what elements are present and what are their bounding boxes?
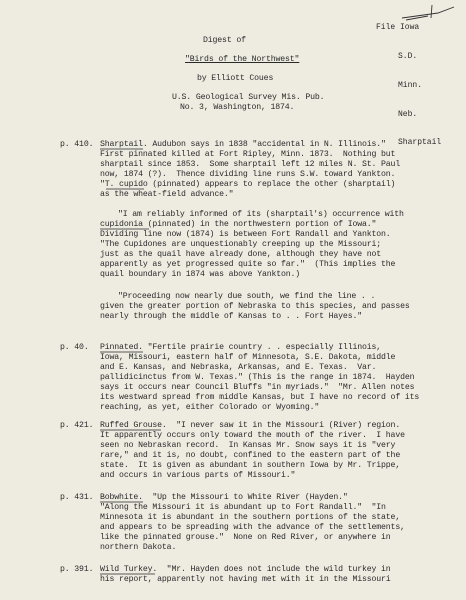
header-publisher: U.S. Geological Survey Mis. Pub. xyxy=(172,93,325,102)
entry-line: Iowa, Missouri, eastern half of Minnesota, S.E. Dakota, middle xyxy=(100,353,396,362)
entry-line: says it occurs near Council Bluffs "in myriads." "Mr. Allen notes xyxy=(100,383,415,392)
entry-line: as the wheat-field advance." xyxy=(100,190,234,199)
entry-line: pallidicinctus from W. Texas." (This is the range in 1874. Hayden xyxy=(100,373,415,382)
entry-line: Pinnated. "Fertile prairie country . . especially Illinois, xyxy=(100,343,382,352)
entry-line: seen no Nebraskan record. In Kansas Mr. Snow says it is "very xyxy=(100,441,396,450)
header-digest: Digest of xyxy=(203,36,246,45)
page-reference: p. 410. xyxy=(60,140,94,149)
page-reference: p. 431. xyxy=(60,493,94,502)
entry-line: Wild Turkey. "Mr. Hayden does not include the wild turkey in xyxy=(100,565,391,574)
file-note-line: File Iowa xyxy=(376,23,420,33)
entry-line: reaching, as yet, either Colorado or Wyoming." xyxy=(100,403,320,412)
file-note-line: Minn. xyxy=(398,80,423,90)
header-book-title: "Birds of the Northwest" xyxy=(185,55,300,64)
entry-line: "Along the Missouri it is abundant up to Fort Randall." "In xyxy=(100,503,386,512)
entry-line: Dividing line now (1874) is between Fort Randall and Yankton. xyxy=(100,230,391,239)
entry-line: now, 1874 (?). Thence dividing line runs S.W. toward Yankton. xyxy=(100,170,396,179)
entry-line: rare," and it is, no doubt, confined to the eastern part of the xyxy=(100,451,401,460)
entry-line: nearly through the middle of Kansas to . . Fort Hayes." xyxy=(100,312,362,321)
entry-line: apparently as yet progressed quite so far." (This implies the xyxy=(100,260,396,269)
page-reference: p. 421. xyxy=(60,421,94,430)
entry-line: and appears to be spreading with the advance of the settlements, xyxy=(100,523,405,532)
entry-line: Bobwhite. "Up the Missouri to White River (Hayden." xyxy=(100,493,348,502)
entry-line: given the greater portion of Nebraska to this species, and passes xyxy=(100,302,410,311)
entry-line: Sharptail. Audubon says in 1838 "accidental in N. Illinois." xyxy=(100,140,386,149)
entry-line: It apparently occurs only toward the mouth of the river. I have xyxy=(100,431,405,440)
entry-line: Ruffed Grouse. "I never saw it in the Missouri (River) region. xyxy=(100,421,401,430)
entry-line: Minnesota it is abundant in the southern portions of the state, xyxy=(100,513,401,522)
entry-line: quail boundary in 1874 was above Yankton.) xyxy=(100,270,301,279)
entry-line: "The Cupidones are unquestionably creeping up the Missouri; xyxy=(100,240,382,249)
file-note-line: Sharptail xyxy=(398,138,442,148)
entry-line: "I am reliably informed of its (sharptail's) occurrence with xyxy=(118,210,404,219)
entry-line: its westward spread from middle Kansas, but I have no record of its xyxy=(100,393,420,402)
entry-line: sharptail since 1853. Some sharptail left 12 miles N. St. Paul xyxy=(100,160,401,169)
file-note-line: S.D. xyxy=(398,51,418,61)
entry-line: First pinnated killed at Fort Ripley, Minn. 1873. Nothing but xyxy=(100,150,396,159)
entry-line: northern Dakota. xyxy=(100,543,177,552)
page-reference: p. 391. xyxy=(60,565,94,574)
entry-line: state. It is given as abundant in southern Iowa by Mr. Trippe, xyxy=(100,461,401,470)
entry-line: just as the quail have already done, although they have not xyxy=(100,250,382,259)
entry-line: like the pinnated grouse." None on Red River, or anywhere in xyxy=(100,533,391,542)
file-note-line: Neb. xyxy=(398,109,418,119)
page-reference: p. 40. xyxy=(60,343,89,352)
header-author: by Elliott Coues xyxy=(197,74,274,83)
entry-line: and occurs in various parts of Missouri." xyxy=(100,471,296,480)
entry-line: and E. Kansas, and Nebraska, Arkansas, and E. Texas. Var. xyxy=(100,363,377,372)
header-number: No. 3, Washington, 1874. xyxy=(180,103,295,112)
entry-line: "T. cupido (pinnated) appears to replace the other (sharptail) xyxy=(100,180,396,189)
entry-line: "Proceeding now nearly due south, we find the line . . xyxy=(118,292,376,301)
entry-line: cupidonia (pinnated) in the northwestern portion of Iowa." xyxy=(100,220,377,229)
entry-line: his report, apparently not having met with it in the Missouri xyxy=(100,575,391,584)
